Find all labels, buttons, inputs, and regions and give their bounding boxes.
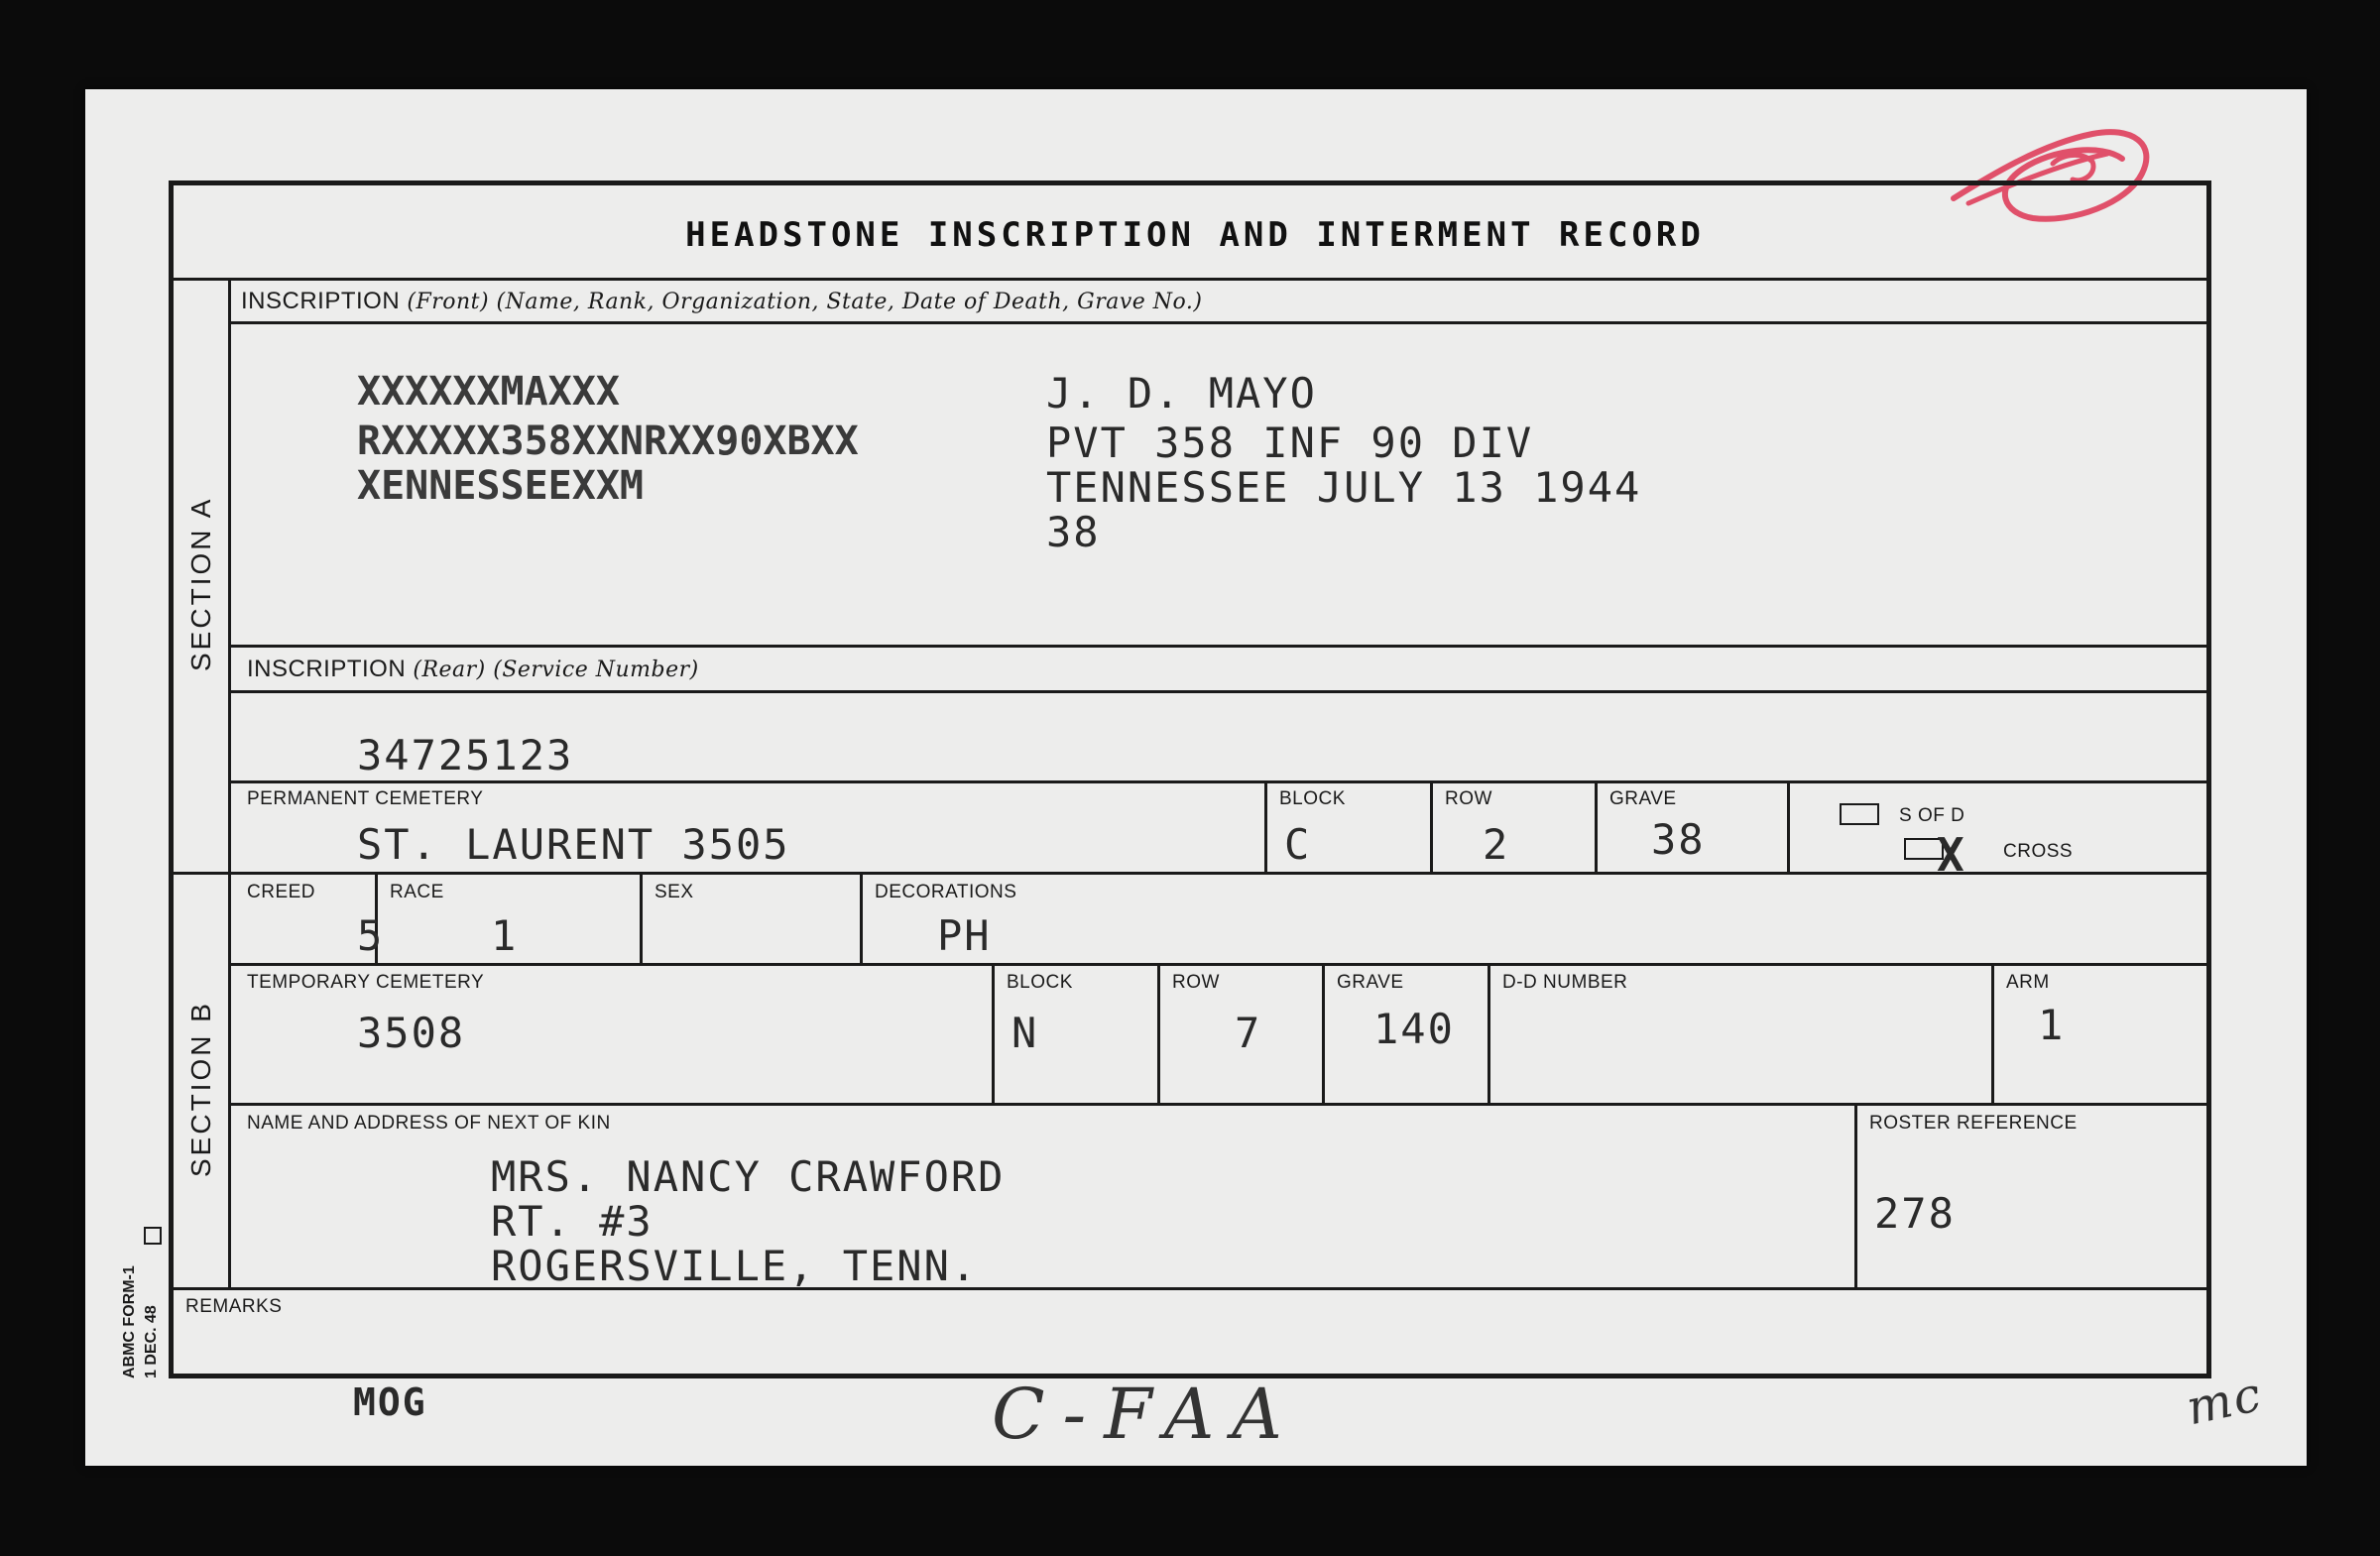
- section-divider: [174, 872, 2206, 875]
- race-label: RACE: [390, 882, 444, 902]
- section-b-label: SECTION B: [185, 1001, 216, 1177]
- perm-divider-4: [1787, 780, 1790, 872]
- remarks-divider: [174, 1287, 2206, 1290]
- creed-value: 5: [357, 911, 385, 960]
- dd-number-label: D-D NUMBER: [1502, 972, 1628, 993]
- handwritten-code: C-FAA: [992, 1374, 1300, 1455]
- inscription-grave-no: 38: [1046, 508, 1101, 556]
- next-of-kin-address-1: RT. #3: [491, 1197, 654, 1246]
- permanent-cemetery-value: ST. LAURENT 3505: [357, 820, 790, 869]
- temp-divider-5: [1991, 963, 1994, 1103]
- kin-divider: [1854, 1103, 1857, 1287]
- temporary-cemetery-label: TEMPORARY CEMETERY: [247, 972, 485, 993]
- sex-label: SEX: [654, 882, 694, 902]
- temporary-grave-label: GRAVE: [1337, 972, 1404, 993]
- temporary-row-label: ROW: [1172, 972, 1220, 993]
- permanent-block-value: C: [1284, 820, 1312, 869]
- perm-divider-3: [1595, 780, 1598, 872]
- temporary-block-value: N: [1012, 1009, 1039, 1057]
- inscription-name: J. D. MAYO: [1046, 369, 1317, 418]
- race-value: 1: [491, 911, 519, 960]
- service-number: 34725123: [357, 731, 574, 779]
- struck-line-3: XENNESSEEXXM: [357, 463, 644, 509]
- struck-line-1: XXXXXXMAXXX: [357, 369, 620, 415]
- s-of-d-checkbox[interactable]: [1840, 803, 1879, 825]
- permanent-row-value: 2: [1483, 820, 1510, 869]
- section-a-label: SECTION A: [185, 496, 216, 671]
- permanent-grave-label: GRAVE: [1609, 788, 1677, 809]
- inscription-rank-unit: PVT 358 INF 90 DIV: [1046, 419, 1534, 467]
- temp-divider-2: [1157, 963, 1160, 1103]
- cross-label: CROSS: [2003, 841, 2074, 862]
- temp-divider-3: [1322, 963, 1325, 1103]
- form-frame: [169, 180, 2211, 1378]
- temporary-row-top-divider: [228, 963, 2206, 966]
- perm-divider-1: [1264, 780, 1267, 872]
- permanent-row-top-divider: [228, 780, 2206, 783]
- permanent-grave-value: 38: [1651, 815, 1706, 864]
- roster-reference-value: 278: [1874, 1189, 1956, 1238]
- title-divider: [174, 278, 2206, 281]
- typed-bottom-code: MOG: [353, 1380, 427, 1424]
- creed-divider-3: [860, 872, 863, 963]
- remarks-label: REMARKS: [185, 1296, 283, 1317]
- s-of-d-label: S OF D: [1899, 805, 1965, 826]
- temp-divider-1: [992, 963, 995, 1103]
- form-number: ABMC FORM-1 1 DEC. 48: [121, 1265, 160, 1378]
- temporary-grave-value: 140: [1373, 1005, 1455, 1053]
- form-small-checkbox: [144, 1227, 162, 1245]
- temporary-block-label: BLOCK: [1007, 972, 1073, 993]
- inscription-rear-label: INSCRIPTION (Rear) (Service Number): [247, 656, 699, 682]
- handwritten-initials: mc: [2182, 1366, 2268, 1437]
- decorations-value: PH: [937, 911, 992, 960]
- perm-divider-2: [1430, 780, 1433, 872]
- next-of-kin-label: NAME AND ADDRESS OF NEXT OF KIN: [247, 1113, 611, 1134]
- permanent-cemetery-label: PERMANENT CEMETERY: [247, 788, 484, 809]
- form-title: HEADSTONE INSCRIPTION AND INTERMENT RECORD: [685, 215, 1705, 255]
- permanent-block-label: BLOCK: [1279, 788, 1346, 809]
- rear-label-bottom-divider: [228, 690, 2206, 693]
- kin-row-top-divider: [228, 1103, 2206, 1106]
- temp-divider-4: [1488, 963, 1490, 1103]
- inscription-front-label: INSCRIPTION (Front) (Name, Rank, Organization, State, Date of Death, Grave No.): [241, 288, 1203, 314]
- creed-divider-2: [640, 872, 643, 963]
- roster-reference-label: ROSTER REFERENCE: [1869, 1113, 2078, 1134]
- next-of-kin-name: MRS. NANCY CRAWFORD: [491, 1152, 1006, 1201]
- front-label-divider: [228, 321, 2206, 324]
- arm-label: ARM: [2006, 972, 2050, 993]
- rear-label-top-divider: [228, 645, 2206, 648]
- next-of-kin-address-2: ROGERSVILLE, TENN.: [491, 1242, 979, 1290]
- decorations-label: DECORATIONS: [875, 882, 1017, 902]
- struck-line-2: RXXXXX358XXNRXX90XBXX: [357, 419, 859, 464]
- creed-label: CREED: [247, 882, 316, 902]
- temporary-cemetery-value: 3508: [357, 1009, 466, 1057]
- permanent-row-label: ROW: [1445, 788, 1492, 809]
- arm-value: 1: [2038, 1001, 2066, 1049]
- temporary-row-value: 7: [1235, 1009, 1262, 1057]
- inscription-state-date: TENNESSEE JULY 13 1944: [1046, 463, 1642, 512]
- cross-check-mark: X: [1937, 828, 1966, 882]
